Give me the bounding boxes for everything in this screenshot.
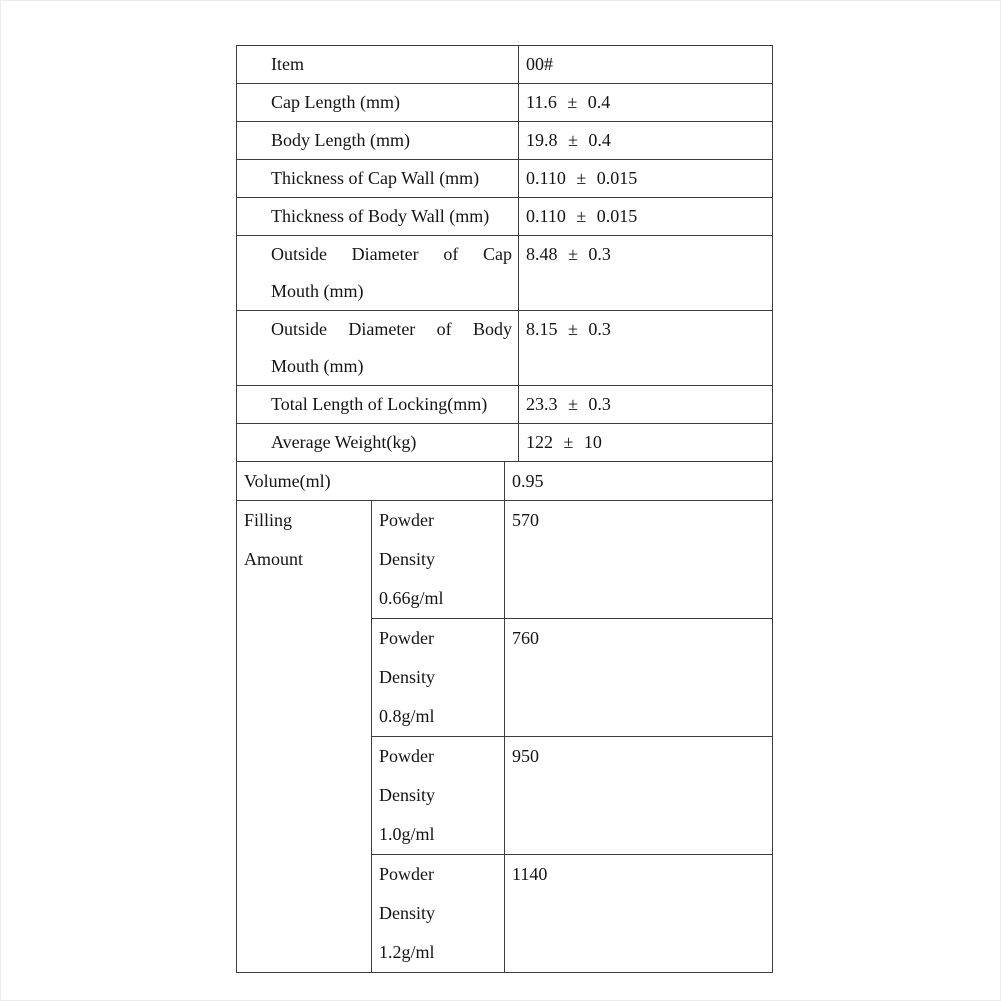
density-cell-12 [372, 855, 505, 973]
spec-row-body-length [237, 122, 773, 160]
spec-value-body-wall: 0.110 ± 0.015 [519, 198, 773, 236]
filling-amount-header [237, 501, 372, 973]
density-08-line3: 0.8g/ml [379, 706, 435, 726]
density-10-line1: Powder [379, 746, 434, 766]
spec-value-body-mouth: 8.15 ± 0.3 [519, 311, 773, 386]
spec-label-body-mouth [237, 311, 519, 386]
density-12-line3: 1.2g/ml [379, 942, 435, 962]
filling-table [236, 461, 773, 973]
spec-row-weight [237, 424, 773, 462]
spec-label-body-length: Body Length (mm) [237, 122, 519, 160]
density-cell-066 [372, 501, 505, 619]
spec-label-item: Item [237, 46, 519, 84]
spec-table [236, 45, 773, 462]
density-066-line3: 0.66g/ml [379, 588, 444, 608]
spec-label-cap-mouth-line1: Outside Diameter of Cap [271, 244, 512, 264]
spec-value-weight: 122 ± 10 [519, 424, 773, 462]
spec-value-cap-length: 11.6 ± 0.4 [519, 84, 773, 122]
spec-value-item: 00# [519, 46, 773, 84]
density-cell-08 [372, 619, 505, 737]
filling-value-08: 760 [505, 619, 773, 737]
density-08-line2: Density [379, 667, 435, 687]
density-08-line1: Powder [379, 628, 434, 648]
spec-value-cap-mouth: 8.48 ± 0.3 [519, 236, 773, 311]
spec-label-cap-wall: Thickness of Cap Wall (mm) [237, 160, 519, 198]
volume-value: 0.95 [505, 462, 773, 501]
filling-row-066 [237, 501, 773, 619]
filling-value-10: 950 [505, 737, 773, 855]
spec-label-cap-mouth [237, 236, 519, 311]
spec-label-body-wall: Thickness of Body Wall (mm) [237, 198, 519, 236]
spec-label-cap-length: Cap Length (mm) [237, 84, 519, 122]
spec-row-locking [237, 386, 773, 424]
spec-label-locking: Total Length of Locking(mm) [237, 386, 519, 424]
spec-row-body-wall [237, 198, 773, 236]
spec-row-body-mouth [237, 311, 773, 386]
volume-label: Volume(ml) [237, 462, 505, 501]
density-12-line2: Density [379, 903, 435, 923]
filling-amount-line1: Filling [244, 510, 293, 530]
spec-label-body-mouth-line1: Outside Diameter of Body [271, 319, 512, 339]
density-066-line2: Density [379, 549, 435, 569]
density-10-line3: 1.0g/ml [379, 824, 435, 844]
capsule-spec-tables [236, 45, 772, 973]
filling-value-12: 1140 [505, 855, 773, 973]
spec-label-body-mouth-line2: Mouth (mm) [271, 356, 364, 376]
spec-row-cap-mouth [237, 236, 773, 311]
volume-row [237, 462, 773, 501]
spec-row-cap-wall [237, 160, 773, 198]
filling-amount-line2: Amount [244, 549, 304, 569]
density-10-line2: Density [379, 785, 435, 805]
density-066-line1: Powder [379, 510, 434, 530]
spec-row-cap-length [237, 84, 773, 122]
spec-label-cap-mouth-line2: Mouth (mm) [271, 281, 364, 301]
spec-value-cap-wall: 0.110 ± 0.015 [519, 160, 773, 198]
spec-value-body-length: 19.8 ± 0.4 [519, 122, 773, 160]
filling-value-066: 570 [505, 501, 773, 619]
density-cell-10 [372, 737, 505, 855]
density-12-line1: Powder [379, 864, 434, 884]
spec-value-locking: 23.3 ± 0.3 [519, 386, 773, 424]
spec-label-weight: Average Weight(kg) [237, 424, 519, 462]
spec-row-item [237, 46, 773, 84]
